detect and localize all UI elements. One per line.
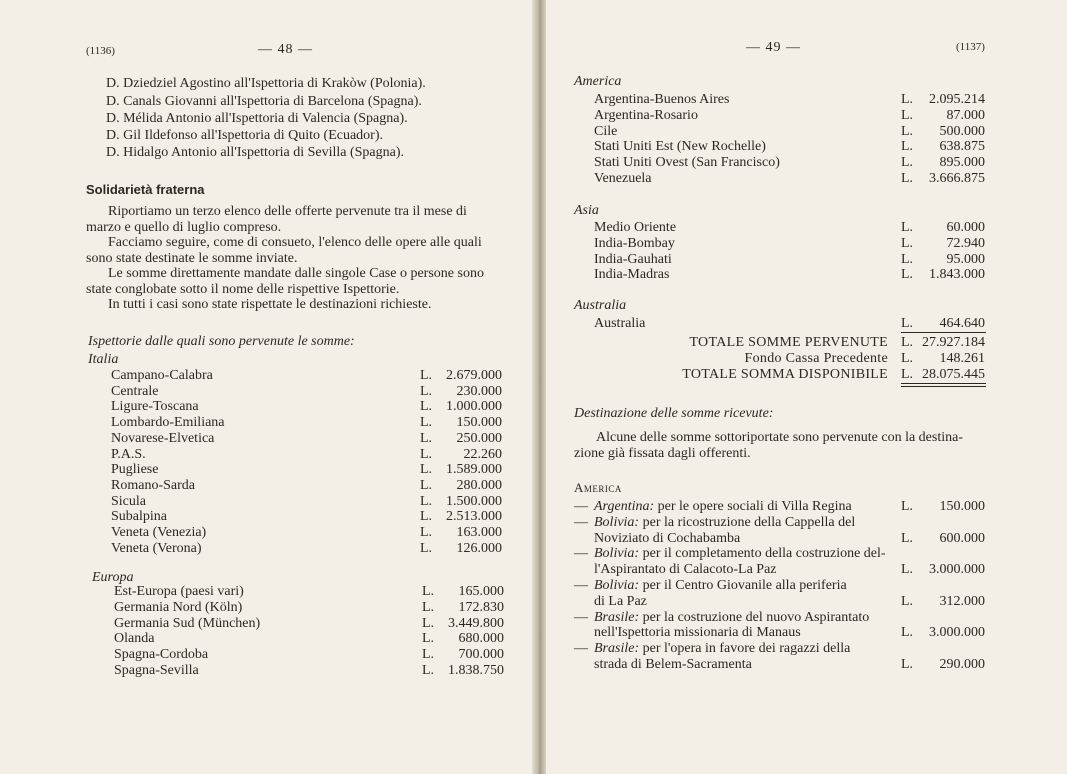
paragraph-line: sono state destinate le somme inviate. bbox=[86, 250, 298, 266]
entry-currency: L. bbox=[422, 663, 435, 678]
destinazione-heading: Destinazione delle somme ricevute: bbox=[574, 406, 774, 421]
entry-amount: 280.000 bbox=[456, 477, 502, 493]
paragraph-line: In tutti i casi sono state rispettate le destinazioni richieste. bbox=[108, 297, 432, 312]
destinazione-text bbox=[574, 430, 986, 461]
destination-country: Brasile: bbox=[594, 641, 640, 657]
region-label-america: America bbox=[574, 74, 622, 89]
entry-currency: L. bbox=[901, 267, 914, 283]
entry-name: Romano-Sarda bbox=[111, 477, 195, 493]
entry-name: Sicula bbox=[111, 493, 146, 509]
entry-amount: 1.843.000 bbox=[929, 267, 985, 283]
entry-amount: 172.830 bbox=[458, 599, 504, 615]
destination-amount: 312.000 bbox=[939, 593, 985, 609]
entry-name: Novarese-Elvetica bbox=[111, 430, 215, 446]
entry-currency: L. bbox=[420, 383, 433, 399]
destination-currency: L. bbox=[901, 657, 914, 672]
destination-country: Argentina: bbox=[594, 499, 655, 514]
entry-name: Germania Nord (Köln) bbox=[114, 599, 243, 615]
entry-currency: L. bbox=[901, 220, 914, 235]
entry-currency: L. bbox=[901, 92, 914, 107]
destination-first-line bbox=[594, 515, 855, 531]
total-amount: 148.261 bbox=[939, 350, 985, 366]
right-corner-number: (1137) bbox=[956, 41, 985, 53]
entry-currency: L. bbox=[901, 107, 914, 123]
destination-text: per la costruzione del nuovo Aspirantato bbox=[639, 609, 870, 625]
entry-name: Venezuela bbox=[594, 171, 652, 186]
destination-currency: L. bbox=[901, 530, 914, 546]
entry-amount: 1.500.000 bbox=[446, 493, 502, 509]
entry-currency: L. bbox=[420, 446, 433, 462]
entry-amount: 500.000 bbox=[939, 123, 985, 139]
destination-text: strada di Belem-Sacramenta bbox=[594, 657, 752, 672]
destination-text: di La Paz bbox=[594, 593, 647, 609]
entry-currency: L. bbox=[422, 647, 435, 663]
destination-amount: 600.000 bbox=[939, 530, 985, 546]
entry-amount: 680.000 bbox=[458, 631, 504, 647]
destination-amount: 3.000.000 bbox=[929, 625, 985, 641]
entry-currency: L. bbox=[901, 123, 914, 139]
entry-amount: 895.000 bbox=[939, 155, 985, 171]
paragraph-line: marzo e quello di luglio compreso. bbox=[86, 219, 282, 235]
entry-name: P.A.S. bbox=[111, 446, 146, 462]
destination-dash: — bbox=[574, 609, 588, 625]
destination-currency: L. bbox=[901, 562, 914, 578]
entry-name: Ligure-Toscana bbox=[111, 399, 199, 415]
entry-amount: 126.000 bbox=[456, 540, 502, 556]
total-underline-2 bbox=[901, 386, 986, 387]
director-line: D. Mélida Antonio all'Ispettoria di Valencia (Spagna). bbox=[106, 111, 408, 126]
entry-name: Lombardo-Emiliana bbox=[111, 415, 225, 431]
destination-amount: 3.000.000 bbox=[929, 562, 985, 578]
entry-name: Subalpina bbox=[111, 509, 167, 525]
destination-text: nell'Ispettoria missionaria di Manaus bbox=[594, 625, 801, 641]
destination-first-line bbox=[594, 610, 869, 626]
entry-currency: L. bbox=[420, 493, 433, 509]
entry-name: Argentina-Buenos Aires bbox=[594, 92, 730, 107]
entry-currency: L. bbox=[901, 171, 914, 186]
destination-first-line bbox=[594, 578, 847, 594]
entry-name: Olanda bbox=[114, 631, 155, 647]
entry-amount: 1.000.000 bbox=[446, 399, 502, 415]
entry-name: Pugliese bbox=[111, 462, 159, 478]
destination-text: per la ricostruzione della Cappella del bbox=[639, 514, 856, 530]
entry-name: Medio Oriente bbox=[594, 220, 677, 235]
left-page-number: — 48 — bbox=[258, 42, 313, 57]
entry-amount: 1.838.750 bbox=[448, 663, 504, 678]
entry-amount: 22.260 bbox=[463, 446, 502, 462]
destination-currency: L. bbox=[901, 499, 914, 514]
left-page bbox=[0, 0, 532, 774]
region-label-asia: Asia bbox=[574, 203, 599, 218]
entry-amount: 1.589.000 bbox=[446, 462, 502, 478]
destination-country: Bolivia: bbox=[594, 514, 640, 530]
entry-name: India-Gauhati bbox=[594, 251, 672, 267]
total-currency: L. bbox=[901, 366, 914, 382]
entry-currency: L. bbox=[420, 509, 433, 525]
entry-amount: 2.513.000 bbox=[446, 509, 502, 525]
entry-currency: L. bbox=[420, 477, 433, 493]
director-line: D. Canals Giovanni all'Ispettoria di Barcelona (Spagna). bbox=[106, 94, 422, 109]
total-amount: 28.075.445 bbox=[922, 366, 985, 382]
destination-amount: 290.000 bbox=[939, 657, 985, 672]
paragraph-line: Riportiamo un terzo elenco delle offerte pervenute tra il mese di bbox=[108, 204, 467, 219]
entry-amount: 250.000 bbox=[456, 430, 502, 446]
entry-amount: 3.666.875 bbox=[929, 171, 985, 186]
entry-name: Argentina-Rosario bbox=[594, 107, 698, 123]
entry-amount: 163.000 bbox=[456, 525, 502, 540]
entry-name: India-Madras bbox=[594, 267, 670, 283]
entry-currency: L. bbox=[901, 251, 914, 267]
entry-currency: L. bbox=[420, 525, 433, 540]
destination-currency: L. bbox=[901, 593, 914, 609]
entry-name: Veneta (Verona) bbox=[111, 540, 202, 556]
entry-currency: L. bbox=[901, 316, 914, 331]
entry-name: Stati Uniti Ovest (San Francisco) bbox=[594, 155, 780, 171]
region-label-australia: Australia bbox=[574, 298, 627, 313]
destination-dash: — bbox=[574, 499, 588, 514]
destination-country: Bolivia: bbox=[594, 578, 640, 593]
entry-name: Stati Uniti Est (New Rochelle) bbox=[594, 139, 766, 155]
director-line: D. Gil Ildefonso all'Ispettoria di Quito (Ecuador). bbox=[106, 128, 384, 143]
entry-currency: L. bbox=[422, 599, 435, 615]
total-underline-1 bbox=[901, 383, 986, 384]
entry-name: Cile bbox=[594, 123, 618, 139]
entry-currency: L. bbox=[420, 399, 433, 415]
destination-country: Brasile: bbox=[594, 609, 640, 625]
destination-text: per il completamento della costruzione del- bbox=[639, 546, 886, 562]
destination-text: per le opere sociali di Villa Regina bbox=[654, 499, 852, 514]
entry-name: Campano-Calabra bbox=[111, 368, 213, 383]
director-line: D. Hidalgo Antonio all'Ispettoria di Sevilla (Spagna). bbox=[106, 145, 405, 160]
destination-dash: — bbox=[574, 641, 588, 657]
section-title: Solidarietà fraterna bbox=[86, 182, 205, 197]
paragraph-line: Le somme direttamente mandate dalle singole Case o persone sono bbox=[108, 266, 484, 281]
destination-text: per l'opera in favore dei ragazzi della bbox=[639, 641, 851, 657]
destination-dash: — bbox=[574, 578, 588, 593]
destination-currency: L. bbox=[901, 625, 914, 641]
entry-currency: L. bbox=[422, 631, 435, 647]
destination-text: l'Aspirantato di Calacoto-La Paz bbox=[594, 562, 777, 578]
entry-currency: L. bbox=[901, 155, 914, 171]
left-corner-number: (1136) bbox=[86, 45, 115, 57]
entry-name: Est-Europa (paesi vari) bbox=[114, 584, 244, 599]
book-gutter bbox=[532, 0, 546, 774]
destination-text: Noviziato di Cochabamba bbox=[594, 530, 741, 546]
entry-currency: L. bbox=[422, 615, 435, 631]
destination-amount: 150.000 bbox=[939, 499, 985, 514]
director-line: D. Dziedziel Agostino all'Ispettoria di Krakòw (Polonia). bbox=[106, 76, 426, 91]
total-label: TOTALE SOMME PERVENUTE bbox=[689, 335, 888, 350]
destination-text: per il Centro Giovanile alla periferia bbox=[639, 578, 847, 593]
entry-currency: L. bbox=[420, 430, 433, 446]
total-currency: L. bbox=[901, 350, 914, 366]
entry-name: India-Bombay bbox=[594, 235, 675, 251]
paragraph-line: Alcune delle somme sottoriportate sono pervenute con la destina- bbox=[596, 430, 964, 445]
destination-country: Bolivia: bbox=[594, 546, 640, 562]
total-amount: 27.927.184 bbox=[922, 335, 985, 350]
entry-name: Spagna-Sevilla bbox=[114, 663, 199, 678]
entry-currency: L. bbox=[901, 139, 914, 155]
entry-amount: 87.000 bbox=[946, 107, 985, 123]
list-heading: Ispettorie dalle quali sono pervenute le somme: bbox=[88, 334, 355, 349]
region-label-italia: Italia bbox=[88, 352, 119, 367]
entry-amount: 2.679.000 bbox=[446, 368, 502, 383]
destination-first-line bbox=[594, 641, 850, 657]
entry-amount: 230.000 bbox=[456, 383, 502, 399]
entry-amount: 3.449.800 bbox=[448, 615, 504, 631]
region-label-europa: Europa bbox=[92, 570, 134, 585]
entry-amount: 72.940 bbox=[946, 235, 985, 251]
total-label: TOTALE SOMMA DISPONIBILE bbox=[682, 366, 888, 382]
entry-amount: 2.095.214 bbox=[929, 92, 985, 107]
entry-name: Australia bbox=[594, 316, 646, 331]
intro-paragraphs bbox=[86, 204, 498, 313]
entry-amount: 165.000 bbox=[458, 584, 504, 599]
destination-first-line bbox=[594, 546, 886, 562]
entry-currency: L. bbox=[422, 584, 435, 599]
entry-name: Spagna-Cordoba bbox=[114, 647, 209, 663]
entry-amount: 464.640 bbox=[939, 316, 985, 331]
entry-currency: L. bbox=[420, 462, 433, 478]
entry-name: Veneta (Venezia) bbox=[111, 525, 207, 540]
entry-amount: 700.000 bbox=[458, 647, 504, 663]
america-destinations-heading: America bbox=[574, 480, 622, 495]
entry-currency: L. bbox=[420, 540, 433, 556]
paragraph-line: state conglobate sotto il nome delle rispettive Ispettorie. bbox=[86, 281, 400, 297]
right-page bbox=[546, 0, 1067, 774]
entry-name: Centrale bbox=[111, 383, 159, 399]
total-currency: L. bbox=[901, 335, 914, 350]
destination-dash: — bbox=[574, 546, 588, 562]
entry-currency: L. bbox=[901, 235, 914, 251]
right-page-number: — 49 — bbox=[746, 40, 801, 55]
entry-amount: 150.000 bbox=[456, 415, 502, 431]
destination-dash: — bbox=[574, 514, 588, 530]
paragraph-line: Facciamo seguire, come di consueto, l'elenco delle opere alle quali bbox=[108, 235, 482, 250]
total-label: Fondo Cassa Precedente bbox=[744, 350, 888, 366]
paragraph-line: zione già fissata dagli offerenti. bbox=[574, 445, 751, 461]
destination-first-line bbox=[594, 499, 852, 515]
entry-currency: L. bbox=[420, 368, 433, 383]
entry-amount: 60.000 bbox=[946, 220, 985, 235]
entry-name: Germania Sud (München) bbox=[114, 615, 261, 631]
entry-amount: 95.000 bbox=[946, 251, 985, 267]
entry-amount: 638.875 bbox=[939, 139, 985, 155]
australia-underline bbox=[901, 332, 986, 333]
entry-currency: L. bbox=[420, 415, 433, 431]
